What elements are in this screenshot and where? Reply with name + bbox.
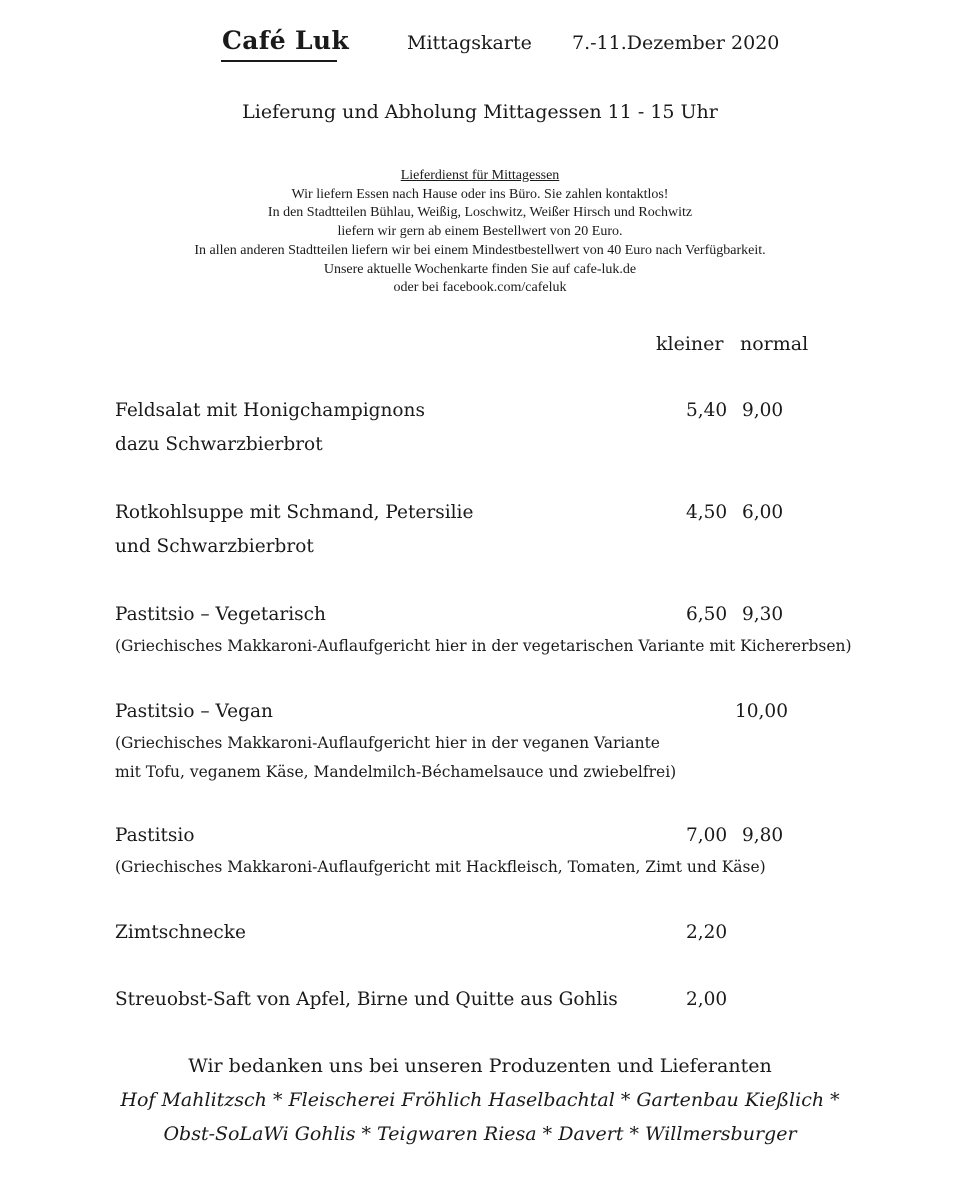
producers-line: Obst-SoLaWi Gohlis * Teigwaren Riesa * Davert * Willmersburger	[163, 1123, 797, 1145]
price-small: 2,00	[686, 989, 728, 1010]
price-small: 6,50	[686, 604, 728, 625]
delivery-notice-title: Lieferdienst für Mittagessen	[400, 168, 560, 183]
delivery-notice	[0, 167, 960, 298]
price-small: 5,40	[686, 400, 728, 421]
menu-item-note: und Schwarzbierbrot	[115, 536, 314, 557]
menu-item-note: mit Tofu, veganem Käse, Mandelmilch-Béchamelsauce und zwiebelfrei)	[115, 763, 677, 781]
menu-item-name: Zimtschnecke	[115, 922, 246, 943]
price-small: 2,20	[686, 922, 728, 943]
delivery-notice-line: In allen anderen Stadtteilen liefern wir bei einem Mindestbestellwert von 40 Euro nach Verfügbarkeit.	[194, 242, 766, 258]
price-small: 7,00	[686, 825, 728, 846]
delivery-notice-line: liefern wir gern ab einem Bestellwert von 20 Euro.	[337, 224, 623, 240]
menu-item-note: dazu Schwarzbierbrot	[115, 434, 323, 455]
producers-line: Hof Mahlitzsch * Fleischerei Fröhlich Haselbachtal * Gartenbau Kießlich *	[120, 1089, 840, 1111]
menu-item-name: Streuobst-Saft von Apfel, Birne und Quitte aus Gohlis	[115, 989, 618, 1010]
menu-item-note: (Griechisches Makkaroni-Auflaufgericht mit Hackfleisch, Tomaten, Zimt und Käse)	[115, 858, 766, 876]
price-normal: 6,00	[742, 502, 784, 523]
thanks-line: Wir bedanken uns bei unseren Produzenten und Lieferanten	[188, 1055, 772, 1077]
price-normal: 9,80	[742, 825, 784, 846]
delivery-notice-line: In den Stadtteilen Bühlau, Weißig, Loschwitz, Weißer Hirsch und Rochwitz	[267, 205, 693, 221]
menu-item-name: Feldsalat mit Honigchampignons	[115, 400, 425, 421]
menu-item-note: (Griechisches Makkaroni-Auflaufgericht hier in der vegetarischen Variante mit Kichererbsen)	[115, 637, 852, 655]
menu-date: 7.-11.Dezember 2020	[572, 32, 780, 54]
column-header-small: kleiner	[656, 333, 724, 355]
column-header-normal: normal	[740, 333, 809, 355]
menu-item-name: Pastitsio	[115, 825, 195, 846]
price-normal: 9,30	[742, 604, 784, 625]
brand-title: Café Luk	[222, 26, 349, 55]
menu-item-name: Pastitsio – Vegan	[115, 701, 273, 722]
price-normal: 10,00	[735, 701, 788, 722]
menu-item-name: Rotkohlsuppe mit Schmand, Petersilie	[115, 502, 474, 523]
brand-underline	[221, 60, 337, 62]
delivery-notice-line: Wir liefern Essen nach Hause oder ins Büro. Sie zahlen kontaktlos!	[291, 186, 669, 202]
price-normal: 9,00	[742, 400, 784, 421]
delivery-notice-line: Unsere aktuelle Wochenkarte finden Sie auf cafe-luk.de	[323, 261, 637, 277]
delivery-hours: Lieferung und Abholung Mittagessen 11 - 15 Uhr	[242, 101, 718, 123]
menu-item-name: Pastitsio – Vegetarisch	[115, 604, 326, 625]
delivery-notice-line: oder bei facebook.com/cafeluk	[393, 280, 567, 296]
menu-title: Mittagskarte	[407, 32, 532, 54]
price-small: 4,50	[686, 502, 728, 523]
menu-item-note: (Griechisches Makkaroni-Auflaufgericht hier in der veganen Variante	[115, 734, 660, 752]
